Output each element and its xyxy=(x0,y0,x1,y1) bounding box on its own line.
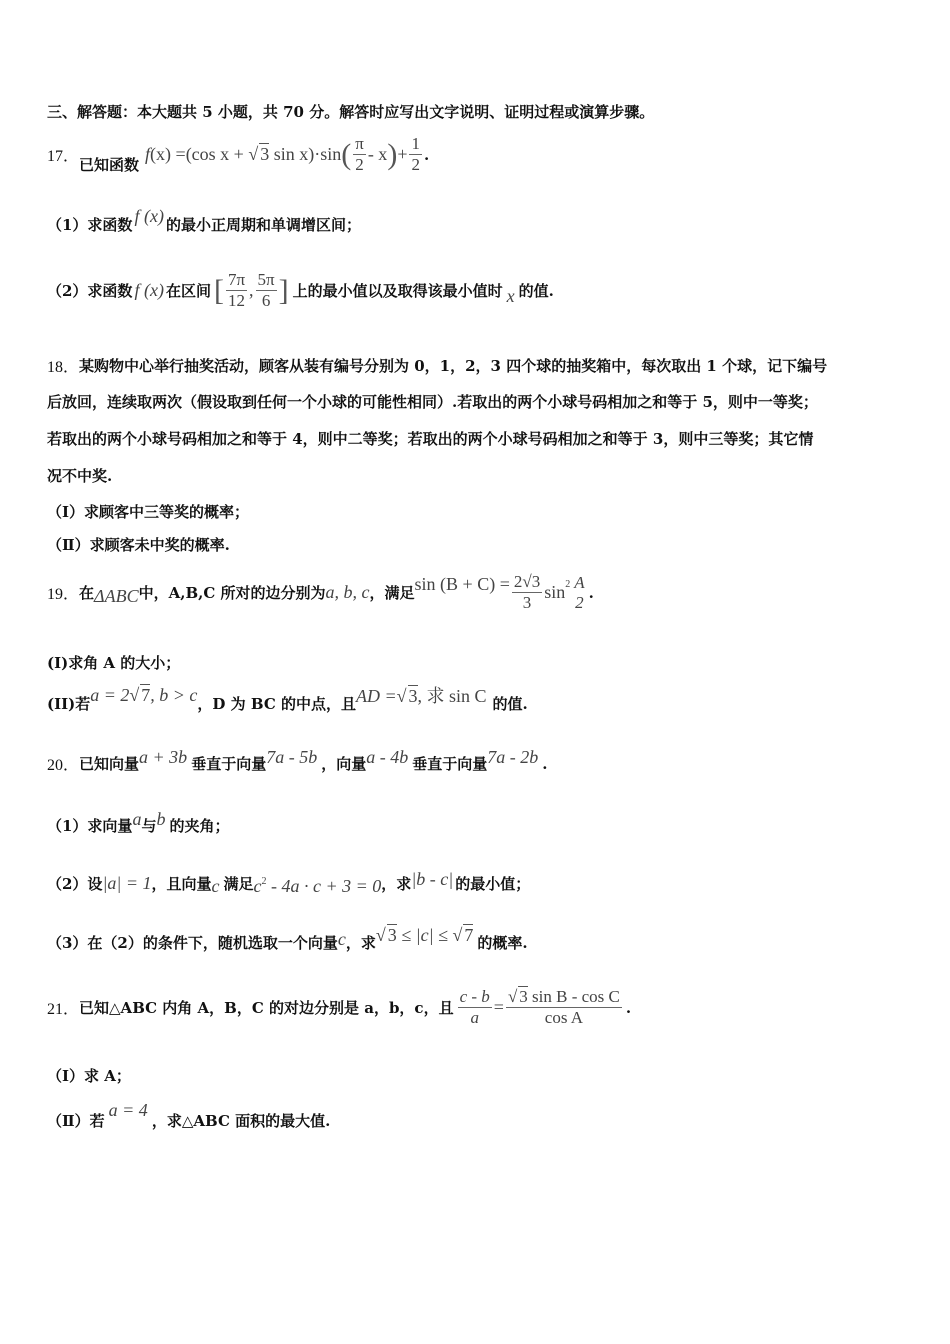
question-20: 20． 已知向量 a + 3b 垂直于向量 7a - 5b ，向量 a - 4b 垂直于向量 7a - 2b . xyxy=(47,747,548,774)
question-number: 17． xyxy=(47,148,80,165)
q19-part-2: (II)若 a = 2√ 7, b > c ，D 为 BC 的中点，且 AD =√ 3, 求 sin C 的值. xyxy=(47,690,528,716)
q17-part-2: （2）求函数 f (x) 在区间 [ $\frac{7\pi}{12}$ , $\frac{5\pi}{6}$ ] 上的最小值以及取得该最小值时 x 的值. xyxy=(47,270,554,310)
q21-part-2: （Ⅱ）若 a = 4 ，求△ABC 面积的最大值. xyxy=(47,1100,331,1130)
formula: f(x) =(cos x + √ 3 sin x)·sin xyxy=(145,144,341,165)
q17-part-1: （1）求函数 f (x) 的最小正周期和单调增区间； xyxy=(47,206,361,234)
fraction: $\frac{1}{2}$ xyxy=(411,134,420,174)
paren-open: ( xyxy=(341,137,352,171)
section-header: 三、解答题：本大题共 5 小题，共 70 分。解答时应写出文字说明、证明过程或演算步骤。 xyxy=(47,103,655,121)
question-text: 已知函数 xyxy=(79,156,140,174)
q20-part-2: （2）设 |a| = 1 ，且向量 c 满足 $c^2 - 4a \cdot c + 3 = 0$ ，求 |b - c| 的最小值； xyxy=(47,869,531,896)
question-19: 19． 在 ΔABC 中，A,B,C 所对的边分别为 a, b, c ，满足 sin (B + C) = $\frac{2√3}{3}$ sin 2 A 2 . xyxy=(47,572,594,612)
paren-close: ) xyxy=(387,137,398,171)
q20-part-1: （1）求向量 a 与 b 的夹角； xyxy=(47,809,230,835)
q18-part-1: （Ⅰ）求顾客中三等奖的概率； xyxy=(47,503,250,521)
q21-part-1: （Ⅰ）求 A； xyxy=(47,1067,131,1085)
question-21: 21． 已知△ABC 内角 A，B，C 的对边分别是 a，b，c，且 $\frac{c - b}{a}$ = √ $\frac{\text{3 sin B - cos C}}{\text{cos A}}$ . xyxy=(47,987,631,1028)
q18-part-2: （Ⅱ）求顾客未中奖的概率. xyxy=(47,536,230,554)
fraction: $\frac{\pi}{2}$ xyxy=(355,134,364,174)
question-17: 17． 已知函数 f(x) =(cos x + √ 3 sin x)·sin ( $\frac{\pi}{2}$ - x ) + $\frac{1}{2}$ . xyxy=(47,134,429,175)
q20-part-3: （3）在（2）的条件下，随机选取一个向量 c ，求 √ 3 ≤ |c| ≤ √ 7 的概率. xyxy=(47,932,528,953)
q19-part-1: (I)求角 A 的大小； xyxy=(47,654,181,672)
